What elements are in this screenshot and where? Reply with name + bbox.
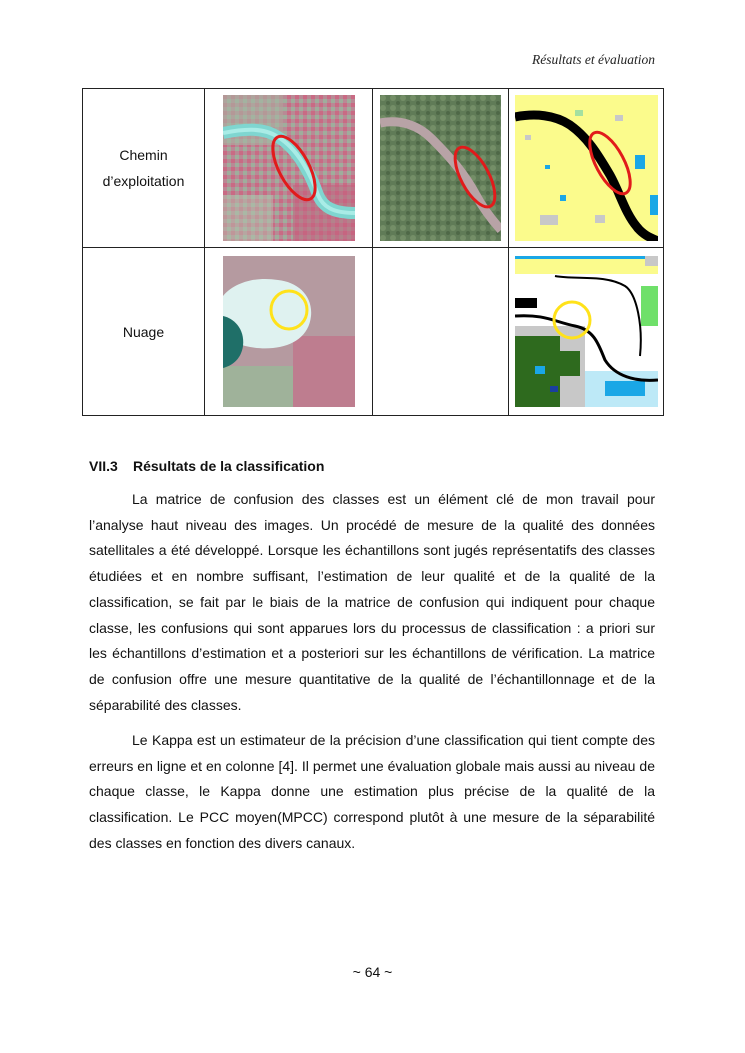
false-color-image-nuage [223, 256, 355, 407]
cell-natural-chemin [373, 89, 509, 248]
paragraph-text: La matrice de confusion des classes est un élément clé de mon travail pour l’analyse haut niveau des images. Un procédé de mesure de la qualité des données satellitales a été développé. Lorsque les échantillons sont jugés représentatifs des classes étudiées et en nombre suffisant, l’estimation de leur qualité et de la qualité de la classification, se fait par le biais de la matrice de confusion qui indiquent pour chaque classe, les confusions qui sont apparues lors du processus de classification : a priori sur les échantillons d’estimation et a posteriori sur les échantillons de vérification. La matrice de confusion offre une mesure quantitative de la qualité de l’échantillonnage et de la séparabilité des classes. [89, 491, 655, 713]
natural-color-image-chemin [380, 95, 501, 241]
page-number: ~ 64 ~ [352, 964, 393, 980]
cell-classified-chemin [509, 89, 664, 248]
row-label-chemin [83, 89, 205, 248]
label-line: d’exploitation [102, 173, 185, 189]
classified-image-nuage [515, 256, 658, 407]
cell-classified-nuage [509, 248, 664, 416]
figure-table [82, 88, 664, 416]
section-number: VII.3 [89, 458, 118, 474]
false-color-image-chemin [223, 95, 355, 241]
running-header: Résultats et évaluation [532, 52, 655, 67]
cell-composite-nuage [205, 248, 373, 416]
section-title: Résultats de la classification [133, 458, 325, 474]
table-row-chemin [83, 89, 664, 248]
cell-composite-chemin [205, 89, 373, 248]
classified-image-chemin [515, 95, 658, 241]
section-heading [89, 458, 324, 474]
paragraph-confusion-matrix [89, 487, 655, 718]
row-label-nuage [83, 248, 205, 416]
paragraph-kappa [89, 728, 655, 857]
label-line: Nuage [122, 323, 165, 340]
table-row-nuage [83, 248, 664, 416]
cell-natural-nuage-empty [373, 248, 509, 416]
paragraph-text: Le Kappa est un estimateur de la précision d’une classification qui tient compte des erreurs en ligne et en colonne [4]. Il permet une évaluation globale mais aussi au niveau de chaque classe, le Kappa donne une estimation plus précise de la qualité de la classification. Le PCC moyen(MPCC) correspond plutôt à une mesure de la séparabilité des classes en fonction des divers canaux. [89, 732, 655, 851]
label-line: Chemin [119, 147, 168, 163]
